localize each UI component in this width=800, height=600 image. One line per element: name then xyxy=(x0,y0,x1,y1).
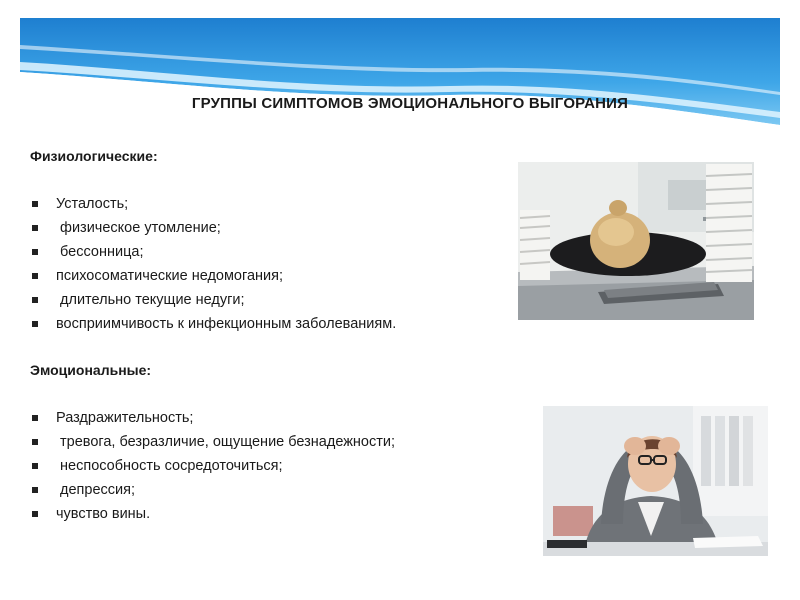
bullet-square-icon xyxy=(32,463,38,469)
bullet-square-icon xyxy=(32,511,38,517)
list-item: длительно текущие недуги; xyxy=(30,288,396,312)
physiological-heading: Физиологические: xyxy=(30,148,158,164)
list-item: бессонница; xyxy=(30,240,396,264)
slide-title: ГРУППЫ СИМПТОМОВ ЭМОЦИОНАЛЬНОГО ВЫГОРАНИЯ xyxy=(191,95,629,112)
stressed-woman-photo xyxy=(543,406,768,556)
header-wave-banner xyxy=(0,0,800,150)
list-item: чувство вины. xyxy=(30,502,395,526)
emotional-symptoms-list xyxy=(30,406,395,526)
desk-collapse-photo xyxy=(518,162,754,320)
bullet-square-icon xyxy=(32,487,38,493)
list-item: Усталость; xyxy=(30,192,396,216)
bullet-square-icon xyxy=(32,249,38,255)
list-item: депрессия; xyxy=(30,478,395,502)
list-item: психосоматические недомогания; xyxy=(30,264,396,288)
emotional-heading: Эмоциональные: xyxy=(30,362,152,378)
bullet-square-icon xyxy=(32,415,38,421)
bullet-square-icon xyxy=(32,297,38,303)
bullet-square-icon xyxy=(32,439,38,445)
list-item: Раздражительность; xyxy=(30,406,395,430)
list-item: физическое утомление; xyxy=(30,216,396,240)
list-item: неспособность сосредоточиться; xyxy=(30,454,395,478)
bullet-square-icon xyxy=(32,201,38,207)
bullet-square-icon xyxy=(32,273,38,279)
list-item: восприимчивость к инфекционным заболеваниям. xyxy=(30,312,396,336)
physiological-symptoms-list xyxy=(30,192,396,336)
list-item: тревога, безразличие, ощущение безнадежности; xyxy=(30,430,395,454)
bullet-square-icon xyxy=(32,225,38,231)
bullet-square-icon xyxy=(32,321,38,327)
